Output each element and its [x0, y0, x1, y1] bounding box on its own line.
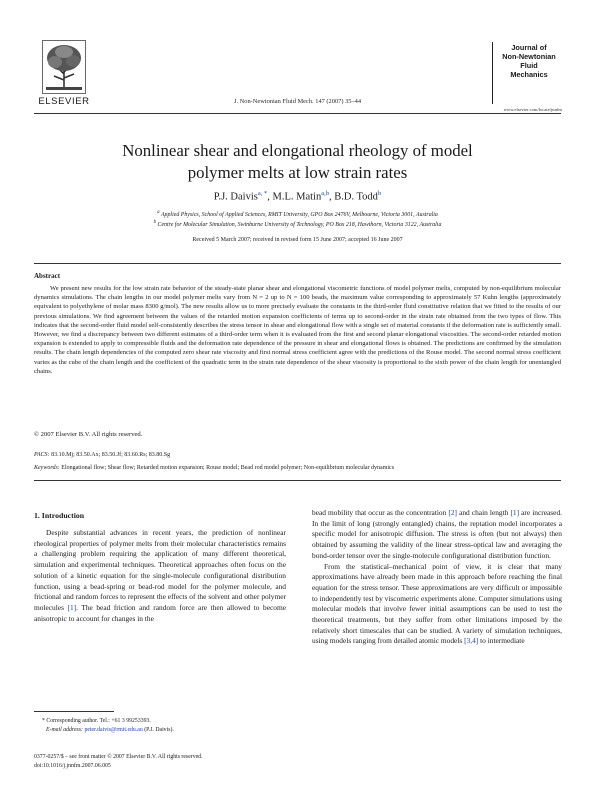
abstract-heading: Abstract	[34, 272, 61, 280]
abstract-text: We present new results for the low strain rate behavior of the steady-state planar shear and elongational viscometric functions of model polymer melts, computed by non-equilibrium molecular dynamics simulations. The chain lengths in our model polymer melts vary from N = 2 up to N = 100 beads, the maximum value corresponding to approximately 57 Kuhn lengths (approximately equivalent to polyethylene of molar mass 8300 g/mol). The new results allow us to more precisely evaluate the constants in the third-order fluid constitutive relation that we fitted to the results of our previous simulations. We find agreement between the values of the retarded motion expansion coefficients of terms up to second-order in the strain rate obtained from the two types of flow. This indicates that the second-order fluid model self-consistently describes the stress tensor in shear and elongational flow with a single set of material constants if the deformation rate is sufficiently small. However, we find a discrepancy between two different estimates of a third-order term when it is evaluated from the first and second planar elongational viscosities. The second-order retarded motion expansion is extended to apply to compressible fluids and the deformation rate dependence of the pressure in shear and elongational flows is obtained. The predictions are confirmed by the simulation results. The chain length dependencies of the computed zero shear rate viscosity and first normal stress coefficient agree with the predictions of the Rouse model. The second normal stress coefficient varies as the cube of the chain length and the coefficient of the quadratic term in the strain rate dependence of the shear viscosity is proportional to the sixth power of the chain length for unentangled chains.	[34, 285, 561, 375]
journal-logo-bar	[492, 42, 493, 104]
paper-title: Nonlinear shear and elongational rheology of model polymer melts at low strain rates	[122, 141, 473, 182]
citation-link[interactable]: [3,4]	[464, 636, 479, 646]
corresponding-author: * Corresponding author. Tel.: +61 3 99253393.	[42, 718, 151, 724]
left-column-text: Despite substantial advances in recent years, the prediction of nonlinear rheological properties of polymer melts from their molecular characteristics remains a challenging problem requiring the application of many different theoretical, simulation and experimental techniques. Theoretical approaches often focus on the solution of a kinetic equation for the single-molecule configurational distribution function, using a bead-spring or bead-rod model for the polymer molecule, and frictional and random forces to represent the effects of the solvent and other polymer molecules [1]. The bead friction and random force are then allowed to become anisotropic to account for changes in the	[34, 528, 286, 623]
elsevier-logo	[34, 40, 94, 108]
author-affiliation-mark[interactable]: a, *	[257, 190, 268, 197]
doi-link[interactable]: doi:10.1016/j.jnnfm.2007.06.005	[34, 763, 111, 769]
section-heading: 1. Introduction	[34, 511, 85, 520]
journal-title: Journal of Non-Newtonian Fluid Mechanics	[502, 43, 556, 79]
header-rule	[34, 113, 561, 114]
journal-reference: J. Non-Newtonian Fluid Mech. 147 (2007) 35–44	[233, 98, 362, 105]
publisher-name: ELSEVIER	[38, 96, 90, 107]
author-name: B.D. Todd	[334, 191, 378, 203]
citation-link[interactable]: [2]	[448, 508, 458, 517]
abstract-bottom-rule	[34, 480, 561, 481]
keywords: Keywords: Elongational flow; Shear flow; Retarded motion expansion; Rouse model; Bead rod model polymer; Non-equilibrium molecular dynamics	[34, 465, 395, 471]
citation-link[interactable]: [1]	[510, 508, 520, 517]
copyright: © 2007 Elsevier B.V. All rights reserved.	[34, 431, 143, 438]
abstract-top-rule	[34, 263, 561, 264]
author-affiliation-mark[interactable]: a,b	[321, 190, 329, 197]
author-list: P.J. Daivis$^{a, *}$, M.L. Matin$^{a,b}$, B.D. Todd$^b$	[213, 190, 382, 203]
issn-line: 0377-0257/$ – see front matter © 2007 Elsevier B.V. All rights reserved.	[34, 754, 203, 760]
affiliation: $^b$ Centre for Molecular Simulation, Swinburne University of Technology, PO Box 218, Hawthorn, Victoria 3122, Australia	[153, 220, 442, 228]
received-dates: Received 5 March 2007; received in revised form 15 June 2007; accepted 16 June 2007	[192, 237, 403, 243]
email-link[interactable]: peter.daivis@rmit.edu.au	[84, 727, 143, 733]
author-email: E-mail address: peter.daivis@rmit.edu.au (P.J. Daivis).	[46, 727, 174, 733]
author-name: P.J. Daivis	[213, 191, 258, 203]
citation-link[interactable]: [1]	[67, 602, 77, 612]
journal-url[interactable]: www.elsevier.com/locate/jnnfm	[503, 107, 562, 112]
right-column-text: bead mobility that occur as the concentration [2] and chain length [1] are increased. In the limit of long (strongly entangled) chains, the reptation model incorporates a specific model for anisotropic diffusion. The stress is often (but not always) then obtained by assuming the validity of the linear stress-optical law and averaging the bond-order tensor over the single-molecule configurational distribution function. From the statistical–mechanical point of view, it is clear that many approximations have already been made in this approach before reaching the final equation for the stress tensor. These approximations are very difficult or impossible to independently test by viscometric experiments alone. Computer simulations using molecular models that involve fewer initial assumptions can be used to test the theoretical treatments, but they suffer from other limitations imposed by the relatively short timescales that can be studied. A variety of simulation techniques, using models ranging from detailed atomic models [3,4] to intermediate	[312, 508, 563, 646]
elsevier-tree-icon	[42, 40, 86, 94]
footnote-rule	[34, 711, 114, 712]
pacs-codes: PACS: 83.10.Mj; 83.50.Ax; 83.50.Jf; 83.60.Rs; 83.80.Sg	[34, 452, 171, 458]
journal-logo	[482, 42, 562, 112]
author-affiliation-mark[interactable]: b	[377, 190, 382, 197]
affiliation: $^a$ Applied Physics, School of Applied Sciences, RMIT University, GPO Box 2476V, Melbourne, Victoria 3001, Australia	[157, 210, 438, 218]
author-name: M.L. Matin	[272, 191, 322, 203]
